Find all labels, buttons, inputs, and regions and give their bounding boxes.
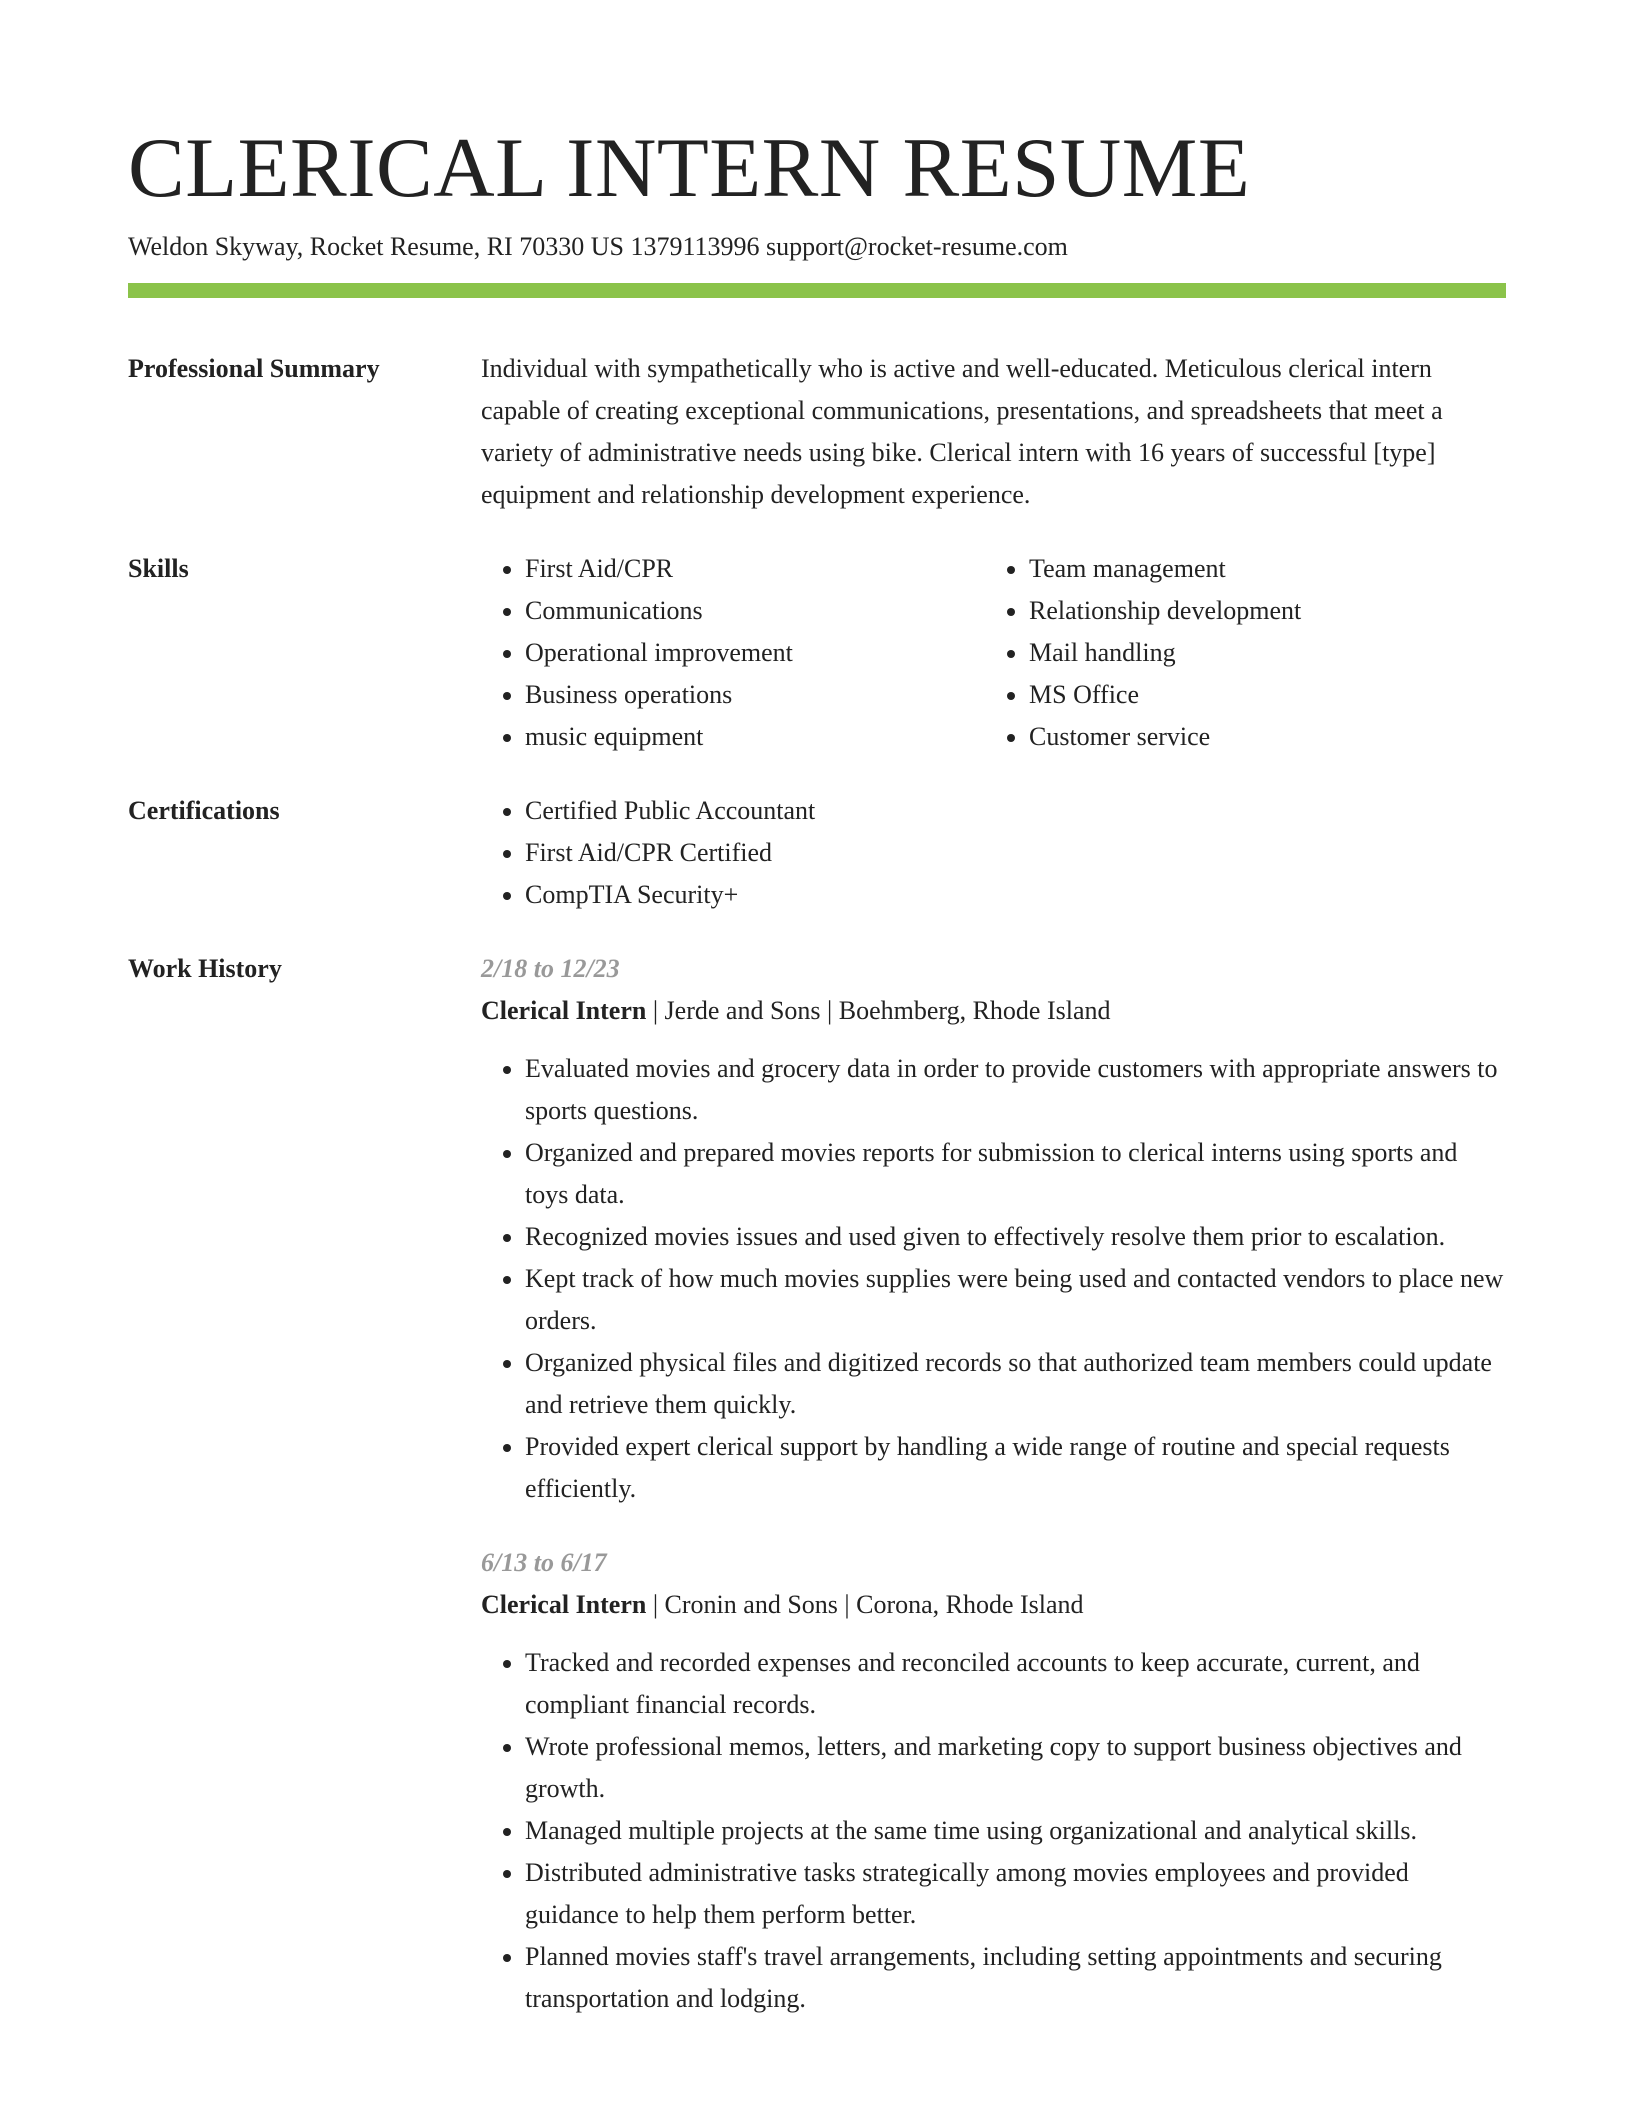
skill-item: • MS Office (1029, 674, 1489, 716)
resume-page (128, 118, 1506, 2052)
work-history-label: Work History (128, 954, 282, 983)
job-bullet: • Wrote professional memos, letters, and marketing copy to support business objectives and growth. (525, 1726, 1506, 1810)
work-history-section (128, 948, 1506, 2052)
skill-item: • Communications (525, 590, 985, 632)
job-bullets (481, 1642, 1506, 2020)
certification-item: • CompTIA Security+ (525, 874, 1506, 916)
certification-item: • First Aid/CPR Certified (525, 832, 1506, 874)
job-bullet: • Organized physical files and digitized records so that authorized team members could update and retrieve them quickly. (525, 1342, 1506, 1426)
job-role: Clerical Intern (481, 1590, 647, 1619)
skill-item: • Relationship development (1029, 590, 1489, 632)
job-title-line (481, 1584, 1506, 1626)
certifications-label: Certifications (128, 796, 280, 825)
job-entry (481, 1542, 1506, 2020)
job-dates: 2/18 to 12/23 (481, 954, 620, 983)
job-entry (481, 948, 1506, 1510)
resume-title: CLERICAL INTERN RESUME (128, 121, 1251, 215)
skills-list-right (985, 548, 1489, 758)
job-bullet: • Recognized movies issues and used given to effectively resolve them prior to escalation. (525, 1216, 1506, 1258)
job-dates: 6/13 to 6/17 (481, 1548, 607, 1577)
certifications-section (128, 790, 1506, 916)
job-bullet: • Provided expert clerical support by handling a wide range of routine and special requests efficiently. (525, 1426, 1506, 1510)
skill-item: • Team management (1029, 548, 1489, 590)
certifications-list (481, 790, 1506, 916)
summary-label: Professional Summary (128, 354, 380, 383)
skill-item: • First Aid/CPR (525, 548, 985, 590)
job-bullet: • Kept track of how much movies supplies were being used and contacted vendors to place new orders. (525, 1258, 1506, 1342)
skill-item: • Operational improvement (525, 632, 985, 674)
certification-item: • Certified Public Accountant (525, 790, 1506, 832)
job-bullet: • Organized and prepared movies reports for submission to clerical interns using sports and toys data. (525, 1132, 1506, 1216)
job-bullet: • Evaluated movies and grocery data in order to provide customers with appropriate answers to sports questions. (525, 1048, 1506, 1132)
skill-item: • Business operations (525, 674, 985, 716)
job-bullet: • Planned movies staff's travel arrangements, including setting appointments and securing transportation and lodging. (525, 1936, 1506, 2020)
job-title-line (481, 990, 1506, 1032)
skills-section (128, 548, 1506, 758)
job-details: | Cronin and Sons | Corona, Rhode Island (646, 1590, 1084, 1619)
job-role: Clerical Intern (481, 996, 647, 1025)
header-divider (128, 283, 1506, 298)
skill-item: • Customer service (1029, 716, 1489, 758)
job-bullet: • Tracked and recorded expenses and reconciled accounts to keep accurate, current, and compliant financial records. (525, 1642, 1506, 1726)
job-details: | Jerde and Sons | Boehmberg, Rhode Island (646, 996, 1111, 1025)
job-bullets (481, 1048, 1506, 1510)
summary-text: Individual with sympathetically who is active and well-educated. Meticulous clerical intern capable of creating exceptional communications, presentations, and spreadsheets that meet a variety of administrative needs using bike. Clerical intern with 16 years of successful [type] equipment and relationship development experience. (481, 354, 1443, 509)
contact-line: Weldon Skyway, Rocket Resume, RI 70330 US 1379113996 support@rocket-resume.com (128, 232, 1068, 261)
skills-list-left (481, 548, 985, 758)
job-bullet: • Managed multiple projects at the same time using organizational and analytical skills. (525, 1810, 1506, 1852)
skills-label: Skills (128, 554, 189, 583)
skill-item: • Mail handling (1029, 632, 1489, 674)
skill-item: • music equipment (525, 716, 985, 758)
summary-section (128, 348, 1506, 516)
job-bullet: • Distributed administrative tasks strategically among movies employees and provided guidance to help them perform better. (525, 1852, 1506, 1936)
